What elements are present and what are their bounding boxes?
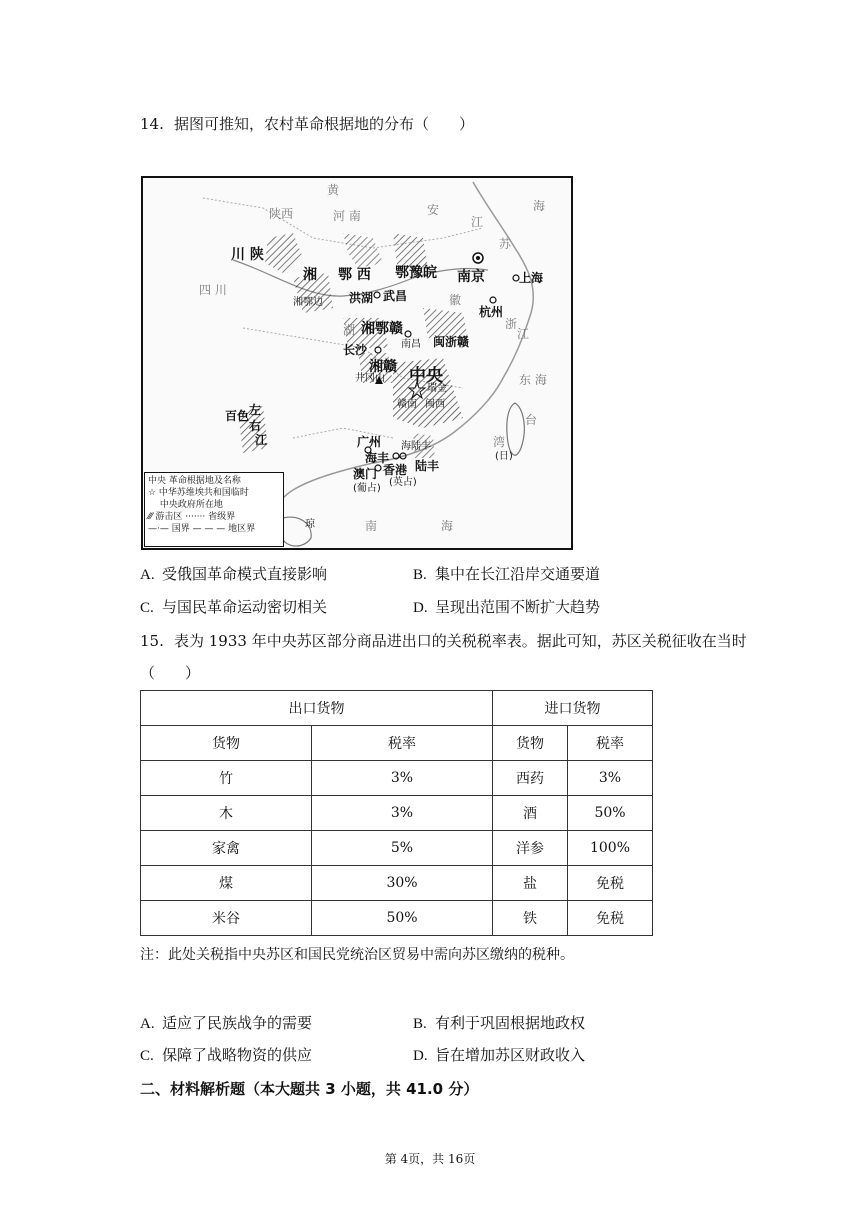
legend-item: 中央 革命根据地及名称: [148, 476, 241, 486]
map-label: 鄂 西: [338, 267, 371, 283]
option-b[interactable]: [413, 1012, 585, 1033]
table-cell: 煤: [141, 866, 312, 901]
import-header: 进口货物: [493, 691, 653, 726]
map-label: 苏: [499, 237, 512, 251]
map-label: 海陆丰: [401, 441, 431, 452]
question-number: 14.: [140, 115, 164, 133]
map-label: 湘赣: [369, 359, 397, 375]
tariff-table: [140, 690, 653, 936]
option-text: 旨在增加苏区财政收入: [435, 1046, 586, 1064]
table-cell: 免税: [568, 901, 653, 936]
option-c[interactable]: [140, 1044, 312, 1065]
legend-item: —·— 国界 — — — 地区界: [148, 524, 256, 534]
map-label: 江: [471, 215, 484, 229]
map-label: 浙: [505, 317, 518, 331]
map-label: 湘鄂边: [293, 297, 323, 308]
map-label: 安: [427, 203, 440, 217]
map-legend: [144, 472, 284, 547]
map-label: 四 川: [199, 283, 227, 297]
map-label: 上海: [519, 271, 544, 285]
question-text: 据图可推知，农村革命根据地的分布（ ）: [174, 115, 475, 133]
map-label: 黄: [327, 183, 340, 197]
page-footer: 第 4页，共 16页: [384, 1152, 476, 1166]
map-label: 海丰: [365, 451, 390, 465]
revolutionary-bases-map: [141, 176, 573, 550]
map-label: 杭州: [479, 305, 504, 319]
table-cell: 西药: [493, 761, 568, 796]
table-cell: 3%: [312, 761, 493, 796]
table-cell: 50%: [312, 901, 493, 936]
table-header-row: [141, 726, 653, 761]
map-label: 湖: [343, 323, 356, 337]
option-d[interactable]: [413, 1044, 585, 1065]
map-label: 东 海: [519, 373, 547, 387]
map-label: 井冈山: [355, 373, 385, 384]
map-label: 闽浙赣: [433, 335, 470, 349]
map-label: 陕西: [269, 207, 294, 221]
map-label: 鄂豫皖: [395, 265, 437, 281]
legend-item: 中央政府所在地: [148, 500, 223, 510]
map-label: (葡占): [353, 483, 381, 494]
legend-item: ⁄⁄⁄ 游击区 ······· 省级界: [148, 512, 236, 522]
column-header: 货物: [493, 726, 568, 761]
option-a[interactable]: [140, 563, 327, 584]
section-title: 二、材料解析题（本大题共 3 小题，共 41.0 分）: [140, 1080, 479, 1098]
map-label: 徽: [449, 293, 462, 307]
table-cell: 米谷: [141, 901, 312, 936]
map-label: 瑞金: [427, 383, 447, 394]
option-letter: D.: [413, 1048, 428, 1064]
option-text: 有利于巩固根据地政权: [435, 1014, 586, 1032]
map-label: 左: [249, 403, 262, 417]
map-label: 赣南: [397, 399, 417, 410]
option-letter: B.: [413, 1016, 427, 1032]
table-cell: 50%: [568, 796, 653, 831]
table-cell: 100%: [568, 831, 653, 866]
option-letter: C.: [140, 600, 154, 616]
option-text: 保障了战略物资的供应: [162, 1046, 313, 1064]
option-text: 集中在长江沿岸交通要道: [435, 565, 601, 583]
column-header: 货物: [141, 726, 312, 761]
table-cell: 30%: [312, 866, 493, 901]
map-label: 南京: [457, 269, 485, 285]
map-label: 江: [517, 327, 530, 341]
option-text: 呈现出范围不断扩大趋势: [435, 598, 601, 616]
export-header: 出口货物: [141, 691, 493, 726]
question-text: 表为 1933 年中央苏区部分商品进出口的关税税率表。据此可知，苏区关税征收在当时: [174, 632, 747, 650]
map-label: 中央: [409, 366, 443, 386]
map-label: 湾: [493, 435, 506, 449]
map-label: 江: [255, 433, 268, 447]
map-label: 武昌: [383, 289, 408, 303]
table-cell: 家禽: [141, 831, 312, 866]
option-d[interactable]: [413, 596, 600, 617]
table-cell: 铁: [493, 901, 568, 936]
option-letter: A.: [140, 1016, 155, 1032]
table-header-row: [141, 691, 653, 726]
map-label: 湘鄂赣: [361, 321, 403, 337]
map-label: 湘: [303, 267, 317, 283]
map-label: 海: [441, 519, 454, 533]
map-label: 海: [533, 199, 546, 213]
option-a[interactable]: [140, 1012, 312, 1033]
map-label: 南: [365, 519, 378, 533]
table-note: 注：此处关税指中央苏区和国民党统治区贸易中需向苏区缴纳的税种。: [140, 947, 574, 963]
map-label: 广州: [357, 435, 382, 449]
map-label: 长沙: [343, 343, 368, 357]
map-label: 澳门: [353, 467, 378, 481]
option-letter: C.: [140, 1048, 154, 1064]
table-cell: 3%: [312, 796, 493, 831]
map-label: 百色: [225, 409, 250, 423]
answer-parentheses: （ ）: [140, 664, 201, 682]
map-label: 香港: [383, 463, 408, 477]
map-label: 陆丰: [415, 459, 440, 473]
table-cell: 盐: [493, 866, 568, 901]
table-row: [141, 831, 653, 866]
table-cell: 竹: [141, 761, 312, 796]
map-label: 琼: [305, 519, 315, 530]
table-row: [141, 761, 653, 796]
option-c[interactable]: [140, 596, 327, 617]
map-label: 川 陕: [231, 247, 264, 263]
table-cell: 免税: [568, 866, 653, 901]
column-header: 税率: [568, 726, 653, 761]
table-cell: 酒: [493, 796, 568, 831]
option-letter: D.: [413, 600, 428, 616]
map-label: 闽西: [425, 399, 445, 410]
option-text: 受俄国革命模式直接影响: [162, 565, 328, 583]
table-cell: 木: [141, 796, 312, 831]
map-label: 台: [525, 413, 538, 427]
option-text: 适应了民族战争的需要: [162, 1014, 313, 1032]
option-letter: A.: [140, 567, 155, 583]
question-15-stem: [140, 630, 747, 651]
table-row: [141, 901, 653, 936]
table-row: [141, 796, 653, 831]
map-label: (英占): [389, 477, 417, 488]
map-label: 右: [249, 419, 262, 433]
table-cell: 3%: [568, 761, 653, 796]
question-14-stem: [140, 113, 474, 134]
option-letter: B.: [413, 567, 427, 583]
legend-item: ☆ 中华苏维埃共和国临时: [148, 488, 249, 498]
table-cell: 5%: [312, 831, 493, 866]
map-label: 洪湖: [349, 291, 374, 305]
column-header: 税率: [312, 726, 493, 761]
table-row: [141, 866, 653, 901]
question-number: 15.: [140, 632, 164, 650]
map-label: 河 南: [333, 209, 361, 223]
table-cell: 洋参: [493, 831, 568, 866]
option-b[interactable]: [413, 563, 600, 584]
map-label: (日): [495, 451, 513, 462]
option-text: 与国民革命运动密切相关: [162, 598, 328, 616]
map-label: 南昌: [401, 339, 421, 350]
